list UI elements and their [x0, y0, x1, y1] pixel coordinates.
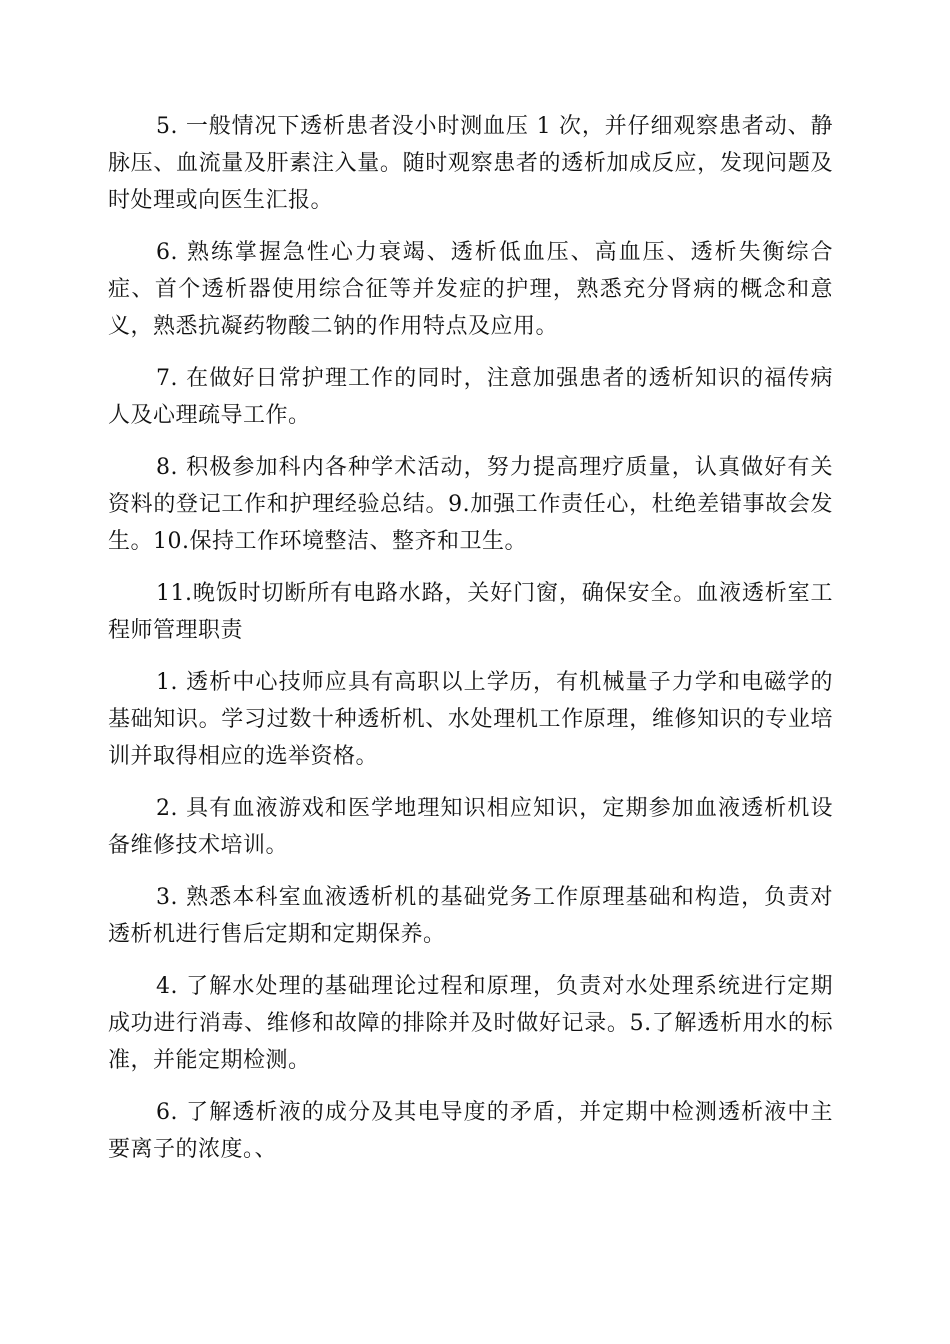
paragraph-8: 3. 熟悉本科室血液透析机的基础党务工作原理基础和构造，负责对透析机进行售后定期和定期保养。 [108, 885, 833, 947]
paragraph-2: 6. 熟练掌握急性心力衰竭、透析低血压、高血压、透析失衡综合症、首个透析器使用综合征等并发症的护理，熟悉充分肾病的概念和意义，熟悉抗凝药物酸二钠的作用特点及应用。 [108, 240, 833, 339]
paragraph-7: 2. 具有血液游戏和医学地理知识相应知识，定期参加血液透析机设备维修技术培训。 [108, 796, 833, 858]
document-page [108, 108, 833, 1183]
paragraph-10: 6. 了解透析液的成分及其电导度的矛盾，并定期中检测透析液中主要离子的浓度。、 [108, 1100, 833, 1162]
paragraph-6: 1. 透析中心技师应具有高职以上学历，有机械量子力学和电磁学的基础知识。学习过数十种透析机、水处理机工作原理，维修知识的专业培训并取得相应的选举资格。 [108, 670, 833, 769]
paragraph-4: 8. 积极参加科内各种学术活动，努力提高理疗质量，认真做好有关资料的登记工作和护理经验总结。9.加强工作责任心，杜绝差错事故会发生。10.保持工作环境整洁、整齐和卫生。 [108, 455, 833, 554]
paragraph-5: 11.晚饭时切断所有电路水路，关好门窗，确保安全。血液透析室工程师管理职责 [108, 581, 833, 643]
paragraph-9: 4. 了解水处理的基础理论过程和原理，负责对水处理系统进行定期成功进行消毒、维修和故障的排除并及时做好记录。5.了解透析用水的标准，并能定期检测。 [108, 974, 833, 1073]
paragraph-3: 7. 在做好日常护理工作的同时，注意加强患者的透析知识的福传病人及心理疏导工作。 [108, 366, 833, 428]
paragraph-1: 5. 一般情况下透析患者没小时测血压 1 次，并仔细观察患者动、静脉压、血流量及肝素注入量。随时观察患者的透析加成反应，发现问题及时处理或向医生汇报。 [108, 114, 833, 213]
